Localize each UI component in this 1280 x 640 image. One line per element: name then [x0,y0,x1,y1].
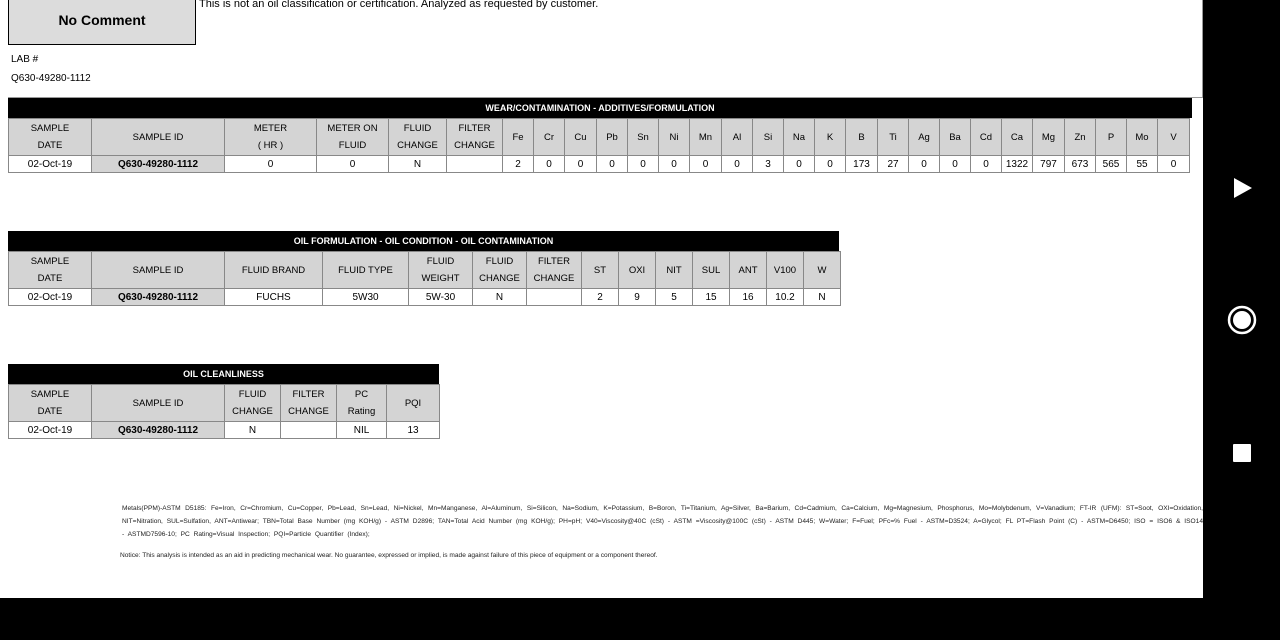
header-cell: Fe [503,119,534,156]
data-cell: 565 [1096,156,1127,173]
header-cell: PC Rating [337,385,387,422]
header-cell: FILTER CHANGE [281,385,337,422]
header-cell: Sn [628,119,659,156]
data-cell: 0 [317,156,389,173]
data-cell: N [473,289,527,306]
recent-apps-button[interactable] [1226,437,1258,469]
oil-formulation-section [8,231,841,306]
data-cell: 2 [503,156,534,173]
data-cell: 0 [909,156,940,173]
header-cell: P [1096,119,1127,156]
header-cell: OXI [619,252,656,289]
header-cell: SAMPLE ID [92,385,225,422]
data-cell: 02-Oct-19 [9,289,92,306]
header-cell: PQI [387,385,440,422]
formulation-table [8,251,841,306]
data-cell: 0 [690,156,722,173]
lab-number-value: Q630-49280-1112 [11,73,91,84]
back-triangle-icon [1231,177,1253,199]
data-cell: 0 [628,156,659,173]
data-cell: 13 [387,422,440,439]
analysis-notice: Notice: This analysis is intended as an aid in predicting mechanical wear. No guarantee, expressed or implied, is made against failure of this piece of equipment or a component thereof. [120,552,658,559]
data-cell: 02-Oct-19 [9,156,92,173]
data-cell [447,156,503,173]
header-cell: Cr [534,119,565,156]
header-cell: Pb [597,119,628,156]
wear-section-title: WEAR/CONTAMINATION - ADDITIVES/FORMULATION [8,98,1192,118]
wear-data-row [9,156,1190,173]
data-cell: FUCHS [225,289,323,306]
header-cell: Na [784,119,815,156]
lab-number-label: LAB # [11,54,39,65]
data-cell: 0 [940,156,971,173]
data-cell: 0 [659,156,690,173]
header-cell: SAMPLE ID [92,119,225,156]
formulation-data-row [9,289,841,306]
header-cell: SUL [693,252,730,289]
header-cell: SAMPLE DATE [9,119,92,156]
header-cell: Ba [940,119,971,156]
data-cell: 3 [753,156,784,173]
header-cell: V100 [767,252,804,289]
data-cell: 15 [693,289,730,306]
header-cell: Zn [1065,119,1096,156]
home-button[interactable] [1222,300,1262,340]
data-cell: 55 [1127,156,1158,173]
sample-id-cell: Q630-49280-1112 [92,156,225,173]
data-cell: N [389,156,447,173]
data-cell: 2 [582,289,619,306]
no-comment-box [8,0,196,45]
data-cell: 9 [619,289,656,306]
header-cell: FLUID TYPE [323,252,409,289]
data-cell: 0 [722,156,753,173]
header-cell: FLUID CHANGE [473,252,527,289]
classification-disclaimer: This is not an oil classification or certification. Analyzed as requested by customer. [199,0,599,10]
data-cell: 27 [878,156,909,173]
header-cell: SAMPLE DATE [9,252,92,289]
data-cell [527,289,582,306]
data-cell: 02-Oct-19 [9,422,92,439]
cleanliness-section-title: OIL CLEANLINESS [8,364,439,384]
header-cell: Mo [1127,119,1158,156]
data-cell [281,422,337,439]
data-cell: 797 [1033,156,1065,173]
data-cell: 673 [1065,156,1096,173]
header-cell: Ag [909,119,940,156]
data-cell: 0 [971,156,1002,173]
header-cell: FLUID WEIGHT [409,252,473,289]
abbreviation-legend: Metals(PPM)-ASTM D5185: Fe=Iron, Cr=Chromium, Cu=Copper, Pb=Lead, Sn=Lead, Ni=Nickel, Mn=Manganese, Al=Aluminum, Si=Silicon, Na=Sodium, K=Potassium, B=Boron, Ti=Titanium, Ag=Silver, Ba=Barium, Cd=Cadmium, Ca=Calcium, Mg=Magnesium, Phosphorus, Mo=Molybdenum, V=Vanadium; FT-IR (UFM): ST=Soot, OXI=Oxidation, NIT=Nitration, SUL=Sulfation, ANT=Antiwear; TBN=Total Base Number (mg KOH/g) - ASTM D2896; TAN=Total Acid Number (mg KOH/g); PH=pH; V40=Viscosity@40C (cSt) - ASTM =Viscosity@100C (cSt) - ASTM D445; W=Water; F=Fuel; PFc=% Fuel - ASTM=D3524; A=Glycol; FL PT=Flash Point (C) - ASTM=D6450; ISO = ISO6 & ISO14 - ASTMD7596-10; PC Rating=Visual Inspection; PQI=Particle Quantifier (Index); [122,505,1203,538]
data-cell: 173 [846,156,878,173]
header-cell: B [846,119,878,156]
header-cell: SAMPLE ID [92,252,225,289]
formulation-header-row [9,252,841,289]
header-cell: Ti [878,119,909,156]
header-cell: ANT [730,252,767,289]
cleanliness-data-row [9,422,440,439]
sample-id-cell: Q630-49280-1112 [92,422,225,439]
header-cell: METER ( HR ) [225,119,317,156]
header-cell: Al [722,119,753,156]
data-cell: NIL [337,422,387,439]
data-cell: 5W-30 [409,289,473,306]
header-cell: Cu [565,119,597,156]
data-cell: 1322 [1002,156,1033,173]
header-cell: Mn [690,119,722,156]
no-comment-text: No Comment [58,11,146,28]
wear-table [8,118,1190,173]
data-cell: 5 [656,289,693,306]
header-cell: W [804,252,841,289]
header-cell: Ca [1002,119,1033,156]
recent-square-icon [1232,443,1252,463]
data-cell: 0 [784,156,815,173]
data-cell: 0 [225,156,317,173]
header-cell: FLUID BRAND [225,252,323,289]
header-cell: Ni [659,119,690,156]
header-cell: ST [582,252,619,289]
header-cell: FILTER CHANGE [527,252,582,289]
header-cell: FLUID CHANGE [389,119,447,156]
data-cell: 10.2 [767,289,804,306]
data-cell: N [225,422,281,439]
formulation-section-title: OIL FORMULATION - OIL CONDITION - OIL CONTAMINATION [8,231,839,251]
data-cell: 0 [1158,156,1190,173]
home-circle-icon [1226,304,1258,336]
data-cell: 0 [815,156,846,173]
header-cell: Mg [1033,119,1065,156]
data-cell: 0 [534,156,565,173]
header-cell: K [815,119,846,156]
header-cell: FILTER CHANGE [447,119,503,156]
back-button[interactable] [1226,172,1258,204]
header-cell: Si [753,119,784,156]
data-cell: 16 [730,289,767,306]
cleanliness-header-row [9,385,440,422]
cleanliness-table [8,384,440,439]
header-cell: METER ON FLUID [317,119,389,156]
data-cell: 0 [565,156,597,173]
data-cell: 0 [597,156,628,173]
data-cell: 5W30 [323,289,409,306]
header-cell: FLUID CHANGE [225,385,281,422]
oil-cleanliness-section [8,364,440,439]
header-cell: V [1158,119,1190,156]
data-cell: N [804,289,841,306]
header-cell: NIT [656,252,693,289]
wear-header-row [9,119,1190,156]
bottom-bar [0,598,1280,640]
header-cell: SAMPLE DATE [9,385,92,422]
sample-id-cell: Q630-49280-1112 [92,289,225,306]
wear-contamination-section [8,98,1192,173]
header-cell: Cd [971,119,1002,156]
